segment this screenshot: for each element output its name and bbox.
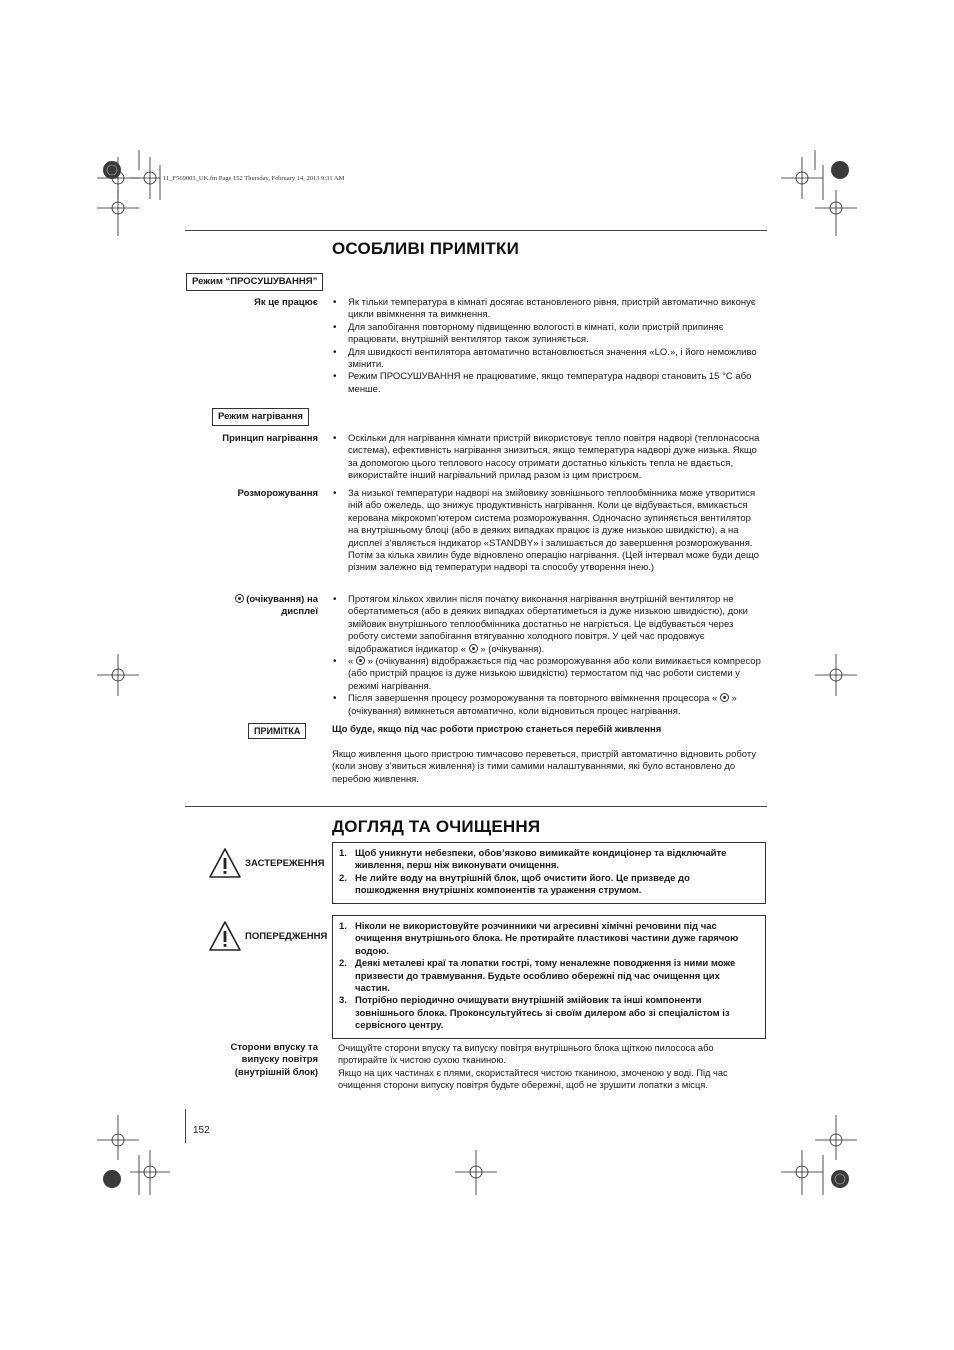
dry-mode-label: Режим “ПРОСУШУВАННЯ”: [186, 273, 323, 291]
list-item: • Режим ПРОСУШУВАННЯ не працюватиме, якщо температура надворі становить 15 °C або менше.: [332, 371, 764, 396]
standby-icon: [235, 594, 244, 603]
warning-triangle-icon: [208, 920, 242, 952]
standby-icon: [720, 693, 729, 702]
heating-principle-label: Принцип нагрівання: [222, 433, 318, 444]
vents-label: Сторони впуску та випуску повітря (внутрішній блок): [230, 1042, 318, 1078]
list-item: • Після завершення процесу розморожування та повторного ввімкнення процесора « » (очікування) вимкнеться автоматично, коли відновиться процес нагрівання.: [332, 693, 764, 718]
list-item: 2. Деякі металеві краї та лопатки гострі, тому неналежне поводження із ними може призвести до травмування. Будьте особливо обережні під час очищення цих частин.: [339, 958, 736, 995]
page-number: 152: [193, 1125, 210, 1136]
warning-panel: [332, 915, 766, 1039]
standby-icon: [469, 644, 478, 653]
list-item: • Оскільки для нагрівання кімнати пристрій використовує тепло повітря надворі (теплонасосна система), ефективність нагрівання знизиться, якщо температура надворі дуже низька. Якщо за допомогою цього теплового насосу отримати достатньо кількість тепла не вдається, використайте інший нагрівальний прилад разом із цим пристроєм.: [332, 433, 764, 483]
note-label: ПРИМІТКА: [248, 723, 306, 739]
list-item: 1. Щоб уникнути небезпеки, обов’язково вимикайте кондиціонер та відключайте живлення, перш ніж виконувати очищення.: [339, 848, 727, 872]
defrost-label: Розморожування: [237, 488, 318, 499]
list-item: • Для запобігання повторному підвищенню вологості в кімнаті, коли пристрій припиняє працювати, внутрішній вентилятор також зупиняється.: [332, 322, 764, 347]
caution-panel: [332, 842, 766, 904]
list-item: • « » (очікування) відображається під час розморожування або коли вимикається компресор (або пристрій працює із дуже низькою швидкістю) термостатом під час роботи системи у режимі нагрівання.: [332, 656, 764, 693]
print-info: 11_F569003_UK.fm Page 152 Thursday, February 14, 2013 9:31 AM: [163, 175, 345, 182]
how-it-works-label: Як це працює: [253, 297, 318, 308]
dry-mode-list: [332, 297, 764, 396]
list-item: • Протягом кількох хвилин після початку виконання нагрівання внутрішній вентилятор не обертатиметься (або в деяких випадках обертатиметься із дуже низькою швидкістю), доки змійовик внутрішнього теплообмінника достатньо не нагріється. Це відбувається через роботу системи запобігання втягуванню холодного повітря. У цей час продовжує відображатися індикатор « » (очікування).: [332, 594, 764, 656]
note-heading: Що буде, якщо під час роботи пристрою станеться перебій живлення: [332, 724, 662, 735]
standby-list: [332, 594, 764, 718]
page-number-rule: [185, 1109, 186, 1143]
heat-mode-label: Режим нагрівання: [212, 408, 309, 426]
list-item: 3. Потрібно періодично очищувати внутрішній змійовик та інші компоненти зовнішнього блока. Проконсультуйтесь зі своїм дилером або зі спеціалістом із сервісного центру.: [339, 995, 730, 1032]
list-item: • Як тільки температура в кімнаті досягає встановленого рівня, пристрій автоматично виконує цикли ввімкнення та вимкнення.: [332, 297, 764, 322]
warning-label: ПОПЕРЕДЖЕННЯ: [208, 920, 327, 952]
caution-label: ЗАСТЕРЕЖЕННЯ: [208, 847, 324, 879]
vents-text: Очищуйте сторони впуску та випуску повітря внутрішнього блока щіткою пилососа або протирайте їх чистою сухою тканиною. Якщо на цих частинах є плями, скористайтеся чистою тканиною, змоченою у воді. Під час очищення сторони випуску повітря будьте обережні, щоб не зрушити лопатки з місця.: [338, 1043, 728, 1091]
defrost-list: [332, 488, 764, 575]
section-divider: [185, 806, 767, 807]
list-item: • Для швидкості вентилятора автоматично встановлюється значення «LO.», і його неможливо змінити.: [332, 347, 764, 372]
section-divider: [185, 230, 767, 231]
list-item: 1. Ніколи не використовуйте розчинники чи агресивні хімічні речовини під час очищення внутрішнього блока. Не протирайте пластикові частини дуже гарячою водою.: [339, 921, 739, 957]
standby-label: (очікування) на дисплеї: [235, 594, 318, 618]
list-item: • За низької температури надворі на змійовику зовнішнього теплообмінника може утворитися іній або ожеледь, що знижує продуктивність нагрівання. Коли це відбувається, вмикається керована мікрокомп’ютером система розморожування. Одночасно зупиняється вентилятор на внутрішньому блоці (або в деяких випадках працює із дуже низькою швидкістю), а на дисплеї з’являється індикатор «STANDBY» і залишається до завершення розморожування. Потім за кілька хвилин буде відновлено операцію нагрівання. (Цей інтервал може буди дещо різним залежно від температури надворі та способу утворення інею.): [332, 488, 764, 575]
section-title-care-cleaning: ДОГЛЯД ТА ОЧИЩЕННЯ: [332, 817, 541, 836]
standby-icon: [356, 656, 365, 665]
warning-triangle-icon: [208, 847, 242, 879]
note-text: Якщо живлення цього пристрою тимчасово переветься, пристрій автоматично відновить роботу (коли знову з’явиться живлення) із тими самими налаштуваннями, які було встановлено до перебою живлення.: [332, 749, 757, 785]
heating-principle-list: [332, 433, 764, 483]
list-item: 2. Не лийте воду на внутрішній блок, щоб очистити його. Це призведе до пошкодження внутрішніх компонентів та ураження струмом.: [339, 872, 690, 897]
section-title-special-notes: ОСОБЛИВІ ПРИМІТКИ: [332, 239, 520, 258]
